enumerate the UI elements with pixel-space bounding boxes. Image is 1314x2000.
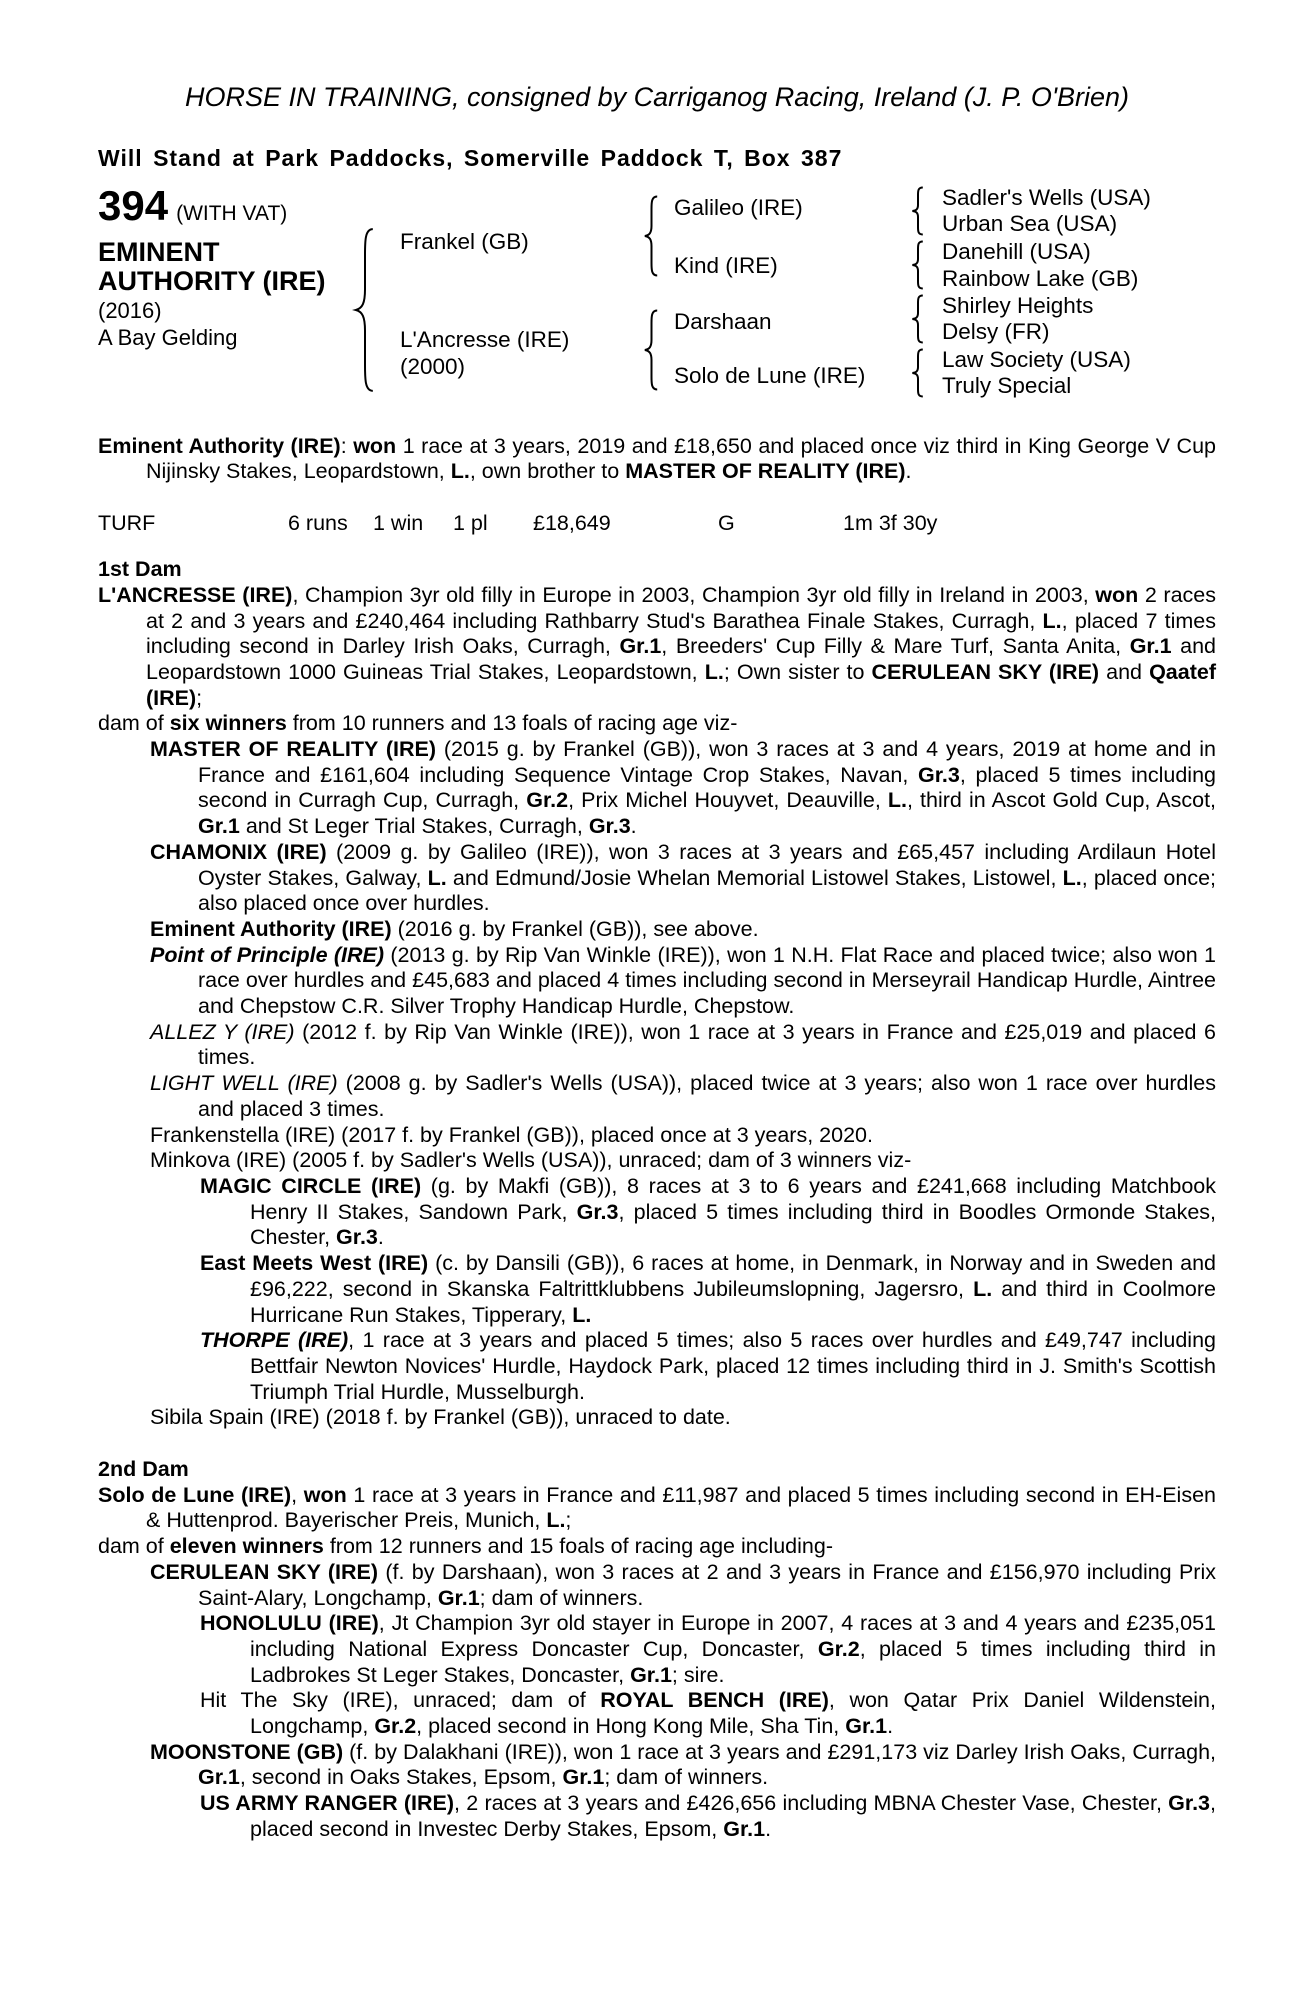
first-dam-heading: 1st Dam [98,557,182,582]
pedigree-paragraph [98,1328,1216,1405]
second-dam-heading: 2nd Dam [98,1457,189,1482]
pedigree-paragraph [98,917,1216,943]
text-segment: Gr.1 [437,1585,480,1610]
pedigree-paragraph [98,1611,1216,1688]
text-segment: East Meets West (IRE) [200,1251,429,1276]
pedigree-paragraph [98,1123,1216,1149]
text-segment: , own brother to [469,459,626,484]
foaling-year: (2016) [98,297,162,323]
text-segment: Qaatef (IRE) [146,659,1216,710]
wins-count: 1 win [373,511,424,536]
pedigree-paragraph [98,1071,1216,1122]
text-segment: Point of Principle (IRE) [150,942,385,967]
dam-year: (2000) [400,353,466,379]
text-segment: won [1095,582,1139,607]
text-segment: Gr.3 [588,814,631,839]
dam-dam-name: Solo de Lune (IRE) [674,362,866,388]
text-segment: : [340,433,354,458]
text-segment: (f. by Dalakhani (IRE)), won 1 race at 3 years and £291,173 viz Darley Irish Oaks, Curragh, [343,1739,1216,1764]
text-segment: ; dam of winners. [479,1585,644,1610]
text-segment: and St Leger Trial Stakes, Curragh, [239,814,589,839]
lot-number: 394 [98,181,169,229]
text-segment: MAGIC CIRCLE (IRE) [200,1173,422,1198]
text-segment: dam of [98,1534,170,1559]
text-segment: Gr.2 [817,1636,860,1661]
text-segment: Gr.1 [845,1714,888,1739]
places-count: 1 pl [453,511,488,536]
text-segment: , placed once; also placed once over hurdles. [198,865,1216,916]
text-segment: six winners [169,711,287,736]
text-segment: Hit The Sky (IRE), unraced; dam of [200,1688,601,1713]
text-segment: ; [196,685,203,710]
text-segment: Gr.1 [1129,634,1172,659]
text-segment: Frankenstella (IRE) (2017 f. by Frankel (GB)), placed once at 3 years, 2020. [150,1122,873,1147]
text-segment: , Breeders' Cup Filly & Mare Turf, Santa Anita, [661,634,1130,659]
distance-text: 1m 3f 30y [843,511,938,536]
text-segment: THORPE (IRE) [200,1328,349,1353]
race-record-summary [98,434,1216,485]
text-segment: ROYAL BENCH (IRE) [600,1688,829,1713]
great-grandparent-name: Urban Sea (USA) [942,210,1118,236]
horse-name-line1: EMINENT [98,236,220,267]
going-abbreviation: G [718,511,735,536]
pedigree-table [98,181,1216,420]
text-segment: HONOLULU (IRE) [200,1611,379,1636]
text-segment: , [291,1482,304,1507]
dam-name: L'Ancresse (IRE) [400,326,570,352]
text-segment: . [905,459,912,484]
text-segment: . [887,1714,894,1739]
text-segment: (2008 g. by Sadler's Wells (USA)), placed twice at 3 years; also won 1 race over hurdles and placed 3 times. [198,1071,1216,1121]
pedigree-paragraph [98,711,1216,737]
pedigree-brace [642,308,661,392]
text-segment: Eminent Authority (IRE) [98,433,341,458]
text-segment: Gr.3 [576,1199,619,1224]
text-segment: , Prix Michel Houyvet, Deauville, [568,788,888,813]
text-segment: won [303,1482,347,1507]
text-segment: 2 races at 2 and 3 years and £240,464 including Rathbarry Stud's Barathea Finale Stakes, Curragh, [146,582,1216,633]
text-segment: Minkova (IRE) (2005 f. by Sadler's Wells (USA)), unraced; dam of 3 winners viz- [150,1148,912,1173]
great-grandparent-name: Rainbow Lake (GB) [942,265,1139,291]
pedigree-brace [910,186,926,236]
sire-name: Frankel (GB) [400,228,529,254]
text-segment: L. [1062,865,1082,890]
great-grandparent-name: Law Society (USA) [942,346,1131,372]
text-segment: Gr.1 [630,1662,672,1687]
great-grandparent-name: Shirley Heights [942,292,1094,318]
pedigree-paragraph [98,1174,1216,1251]
text-segment: from 12 runners and 15 foals of racing age including- [323,1534,833,1559]
text-segment: CHAMONIX (IRE) [150,839,327,864]
pedigree-paragraph [98,737,1216,840]
text-segment: Gr.1 [619,634,662,659]
text-segment: MASTER OF REALITY (IRE) [625,459,906,484]
text-segment: , second in Oaks Stakes, Epsom, [239,1765,563,1790]
text-segment: and Edmund/Josie Whelan Memorial Listowel Stakes, Listowel, [446,865,1063,890]
great-grandparent-name: Truly Special [942,372,1072,398]
text-segment: L. [973,1276,993,1301]
text-segment: L. [450,459,470,484]
text-segment: Gr.3 [1168,1791,1211,1816]
pedigree-paragraph [98,1534,1216,1560]
pedigree-brace [642,194,661,278]
text-segment: , placed second in Investec Derby Stakes, Epsom, [250,1791,1216,1841]
pedigree-paragraph [98,840,1216,917]
pedigree-brace [352,224,378,396]
text-segment: MOONSTONE (GB) [150,1739,344,1764]
text-segment: dam of [98,711,170,736]
text-segment: , Champion 3yr old filly in Europe in 2003, Champion 3yr old filly in Ireland in 2003, [292,582,1096,607]
text-segment: L. [887,788,907,813]
pedigree-paragraph [98,1405,1216,1431]
text-segment: (f. by Darshaan), won 3 races at 2 and 3 years in France and £156,970 including Prix Saint-Alary, Longchamp, [198,1559,1216,1610]
text-segment: from 10 runners and 13 foals of racing age viz- [286,711,738,736]
text-segment: , 2 races at 3 years and £426,656 including MBNA Chester Vase, Chester, [454,1791,1169,1816]
great-grandparent-name: Danehill (USA) [942,238,1091,264]
text-segment: Eminent Authority (IRE) [150,916,392,941]
text-segment: L. [427,865,447,890]
text-segment: Gr.1 [198,1765,240,1790]
text-segment: L. [1042,608,1062,633]
pedigree-paragraph [98,1740,1216,1791]
sire-sire-name: Galileo (IRE) [674,194,803,220]
great-grandparent-name: Delsy (FR) [942,318,1050,344]
sire-dam-name: Kind (IRE) [674,252,778,278]
page-title: HORSE IN TRAINING, consigned by Carriganog Racing, Ireland (J. P. O'Brien) [184,82,1130,112]
text-segment: Gr.3 [918,762,960,787]
horse-name-line2: AUTHORITY (IRE) [98,265,326,296]
text-segment: MASTER OF REALITY (IRE) [150,737,437,762]
text-segment: (2012 f. by Rip Van Winkle (IRE)), won 1 race at 3 years in France and £25,019 and placed 6 times. [198,1019,1216,1070]
text-segment: ALLEZ Y (IRE) [150,1019,295,1044]
runs-count: 6 runs [288,511,348,536]
pedigree-brace [910,240,926,290]
pedigree-paragraph [98,943,1216,1020]
text-segment: L. [704,659,724,684]
text-segment: Sibila Spain (IRE) (2018 f. by Frankel (GB)), unraced to date. [150,1405,731,1430]
text-segment: Gr.2 [374,1714,417,1739]
first-dam-section [98,583,1216,1431]
text-segment: Gr.1 [198,814,240,839]
text-segment: (2009 g. by Galileo (IRE)), won 3 races at 3 years and £65,457 including Ardilaun Hotel Oyster Stakes, Galway, [198,839,1216,890]
text-segment: Solo de Lune (IRE) [98,1482,292,1507]
text-segment: , placed 5 times including second in Curragh Cup, Curragh, [198,762,1216,813]
earnings-amount: £18,649 [533,511,611,536]
text-segment: , placed second in Hong Kong Mile, Sha Tin, [416,1714,846,1739]
pedigree-paragraph [98,1688,1216,1739]
text-segment: L'ANCRESSE (IRE) [98,582,293,607]
text-segment: ; Own sister to [723,659,872,684]
vat-note: (WITH VAT) [176,201,288,225]
horse-description: A Bay Gelding [98,324,238,350]
text-segment: and Leopardstown 1000 Guineas Trial Stakes, Leopardstown, [146,634,1216,684]
text-segment: CERULEAN SKY (IRE) [150,1559,379,1584]
pedigree-paragraph [98,1020,1216,1071]
text-segment: Gr.1 [562,1765,605,1790]
text-segment: (g. by Makfi (GB)), 8 races at 3 to 6 years and £241,668 including Matchbook Henry II Stakes, Sandown Park, [250,1173,1216,1224]
text-segment: , placed 5 times including third in Ladbrokes St Leger Stakes, Doncaster, [250,1636,1217,1687]
text-segment: CERULEAN SKY (IRE) [871,659,1100,684]
pedigree-brace [910,294,926,344]
text-segment: LIGHT WELL (IRE) [150,1071,338,1096]
second-dam-section [98,1483,1216,1843]
pedigree-paragraph [98,1148,1216,1174]
text-segment: (2015 g. by Frankel (GB)), won 3 races at 3 and 4 years, 2019 at home and in France and £161,604 including Sequence Vintage Crop Stakes, Navan, [198,737,1216,787]
text-segment: . [377,1225,384,1250]
text-segment: . [765,1816,772,1841]
text-segment: 1 race at 3 years in France and £11,987 and placed 5 times including second in EH-Eisen & Huttenprod. Bayerischer Preis, Munich, [146,1482,1216,1533]
text-segment: , placed 7 times including second in Darley Irish Oaks, Curragh, [146,608,1216,659]
text-segment: , won Qatar Prix Daniel Wildenstein, Longchamp, [250,1688,1216,1739]
pedigree-paragraph [98,1560,1216,1611]
pedigree-brace [910,348,926,398]
text-segment: eleven winners [169,1534,324,1559]
text-segment: , Jt Champion 3yr old stayer in Europe in 2007, 4 races at 3 and 4 years and £235,051 including National Express Doncaster Cup, Doncaster, [250,1611,1217,1661]
pedigree-paragraph [98,1251,1216,1328]
text-segment: and third in Coolmore Hurricane Run Stakes, Tipperary, [250,1276,1216,1327]
text-segment: Gr.1 [723,1816,766,1841]
text-segment: , placed 5 times including third in Boodles Ormonde Stakes, Chester, [250,1199,1217,1250]
text-segment: ; dam of winners. [604,1765,769,1790]
text-segment: Gr.3 [336,1225,378,1250]
dam-sire-name: Darshaan [674,308,772,334]
text-segment: ; sire. [671,1662,725,1687]
text-segment: ; [565,1508,572,1533]
lot-number-line [98,181,288,229]
text-segment: won [353,433,397,458]
text-segment: L. [572,1302,592,1327]
text-segment: , third in Ascot Gold Cup, Ascot, [907,788,1217,813]
text-segment: and [1099,659,1150,684]
text-segment: (c. by Dansili (GB)), 6 races at home, in Denmark, in Norway and in Sweden and £96,222, second in Skanska Faltrittklubbens Jubileumslopning, Jagersro, [250,1251,1216,1301]
stand-location-line: Will Stand at Park Paddocks, Somerville Paddock T, Box 387 [98,145,843,171]
surface-label: TURF [98,511,156,536]
text-segment: Gr.2 [526,788,569,813]
text-segment: US ARMY RANGER (IRE) [200,1791,455,1816]
text-segment: . [630,814,637,839]
pedigree-paragraph [98,583,1216,712]
text-segment: (2013 g. by Rip Van Winkle (IRE)), won 1 N.H. Flat Race and placed twice; also won 1 race over hurdles and £45,683 and placed 4 times including second in Merseyrail Handicap Hurdle, Aintree and Chepstow C.R. Silver Trophy Handicap Hurdle, Chepstow. [198,942,1216,1019]
pedigree-paragraph [98,1483,1216,1534]
great-grandparent-name: Sadler's Wells (USA) [942,184,1151,210]
race-record-stats-row [98,511,1216,537]
text-segment: 1 race at 3 years, 2019 and £18,650 and placed once viz third in King George V Cup Nijinsky Stakes, Leopardstown, [146,433,1216,484]
text-segment: (2016 g. by Frankel (GB)), see above. [391,916,759,941]
text-segment: L. [546,1508,566,1533]
text-segment: , 1 race at 3 years and placed 5 times; also 5 races over hurdles and £49,747 including Bettfair Newton Novices' Hurdle, Haydock Park, placed 12 times including third in J. Smith's Scottish Triumph Trial Hurdle, Musselburgh. [250,1328,1216,1404]
pedigree-paragraph [98,1791,1216,1842]
